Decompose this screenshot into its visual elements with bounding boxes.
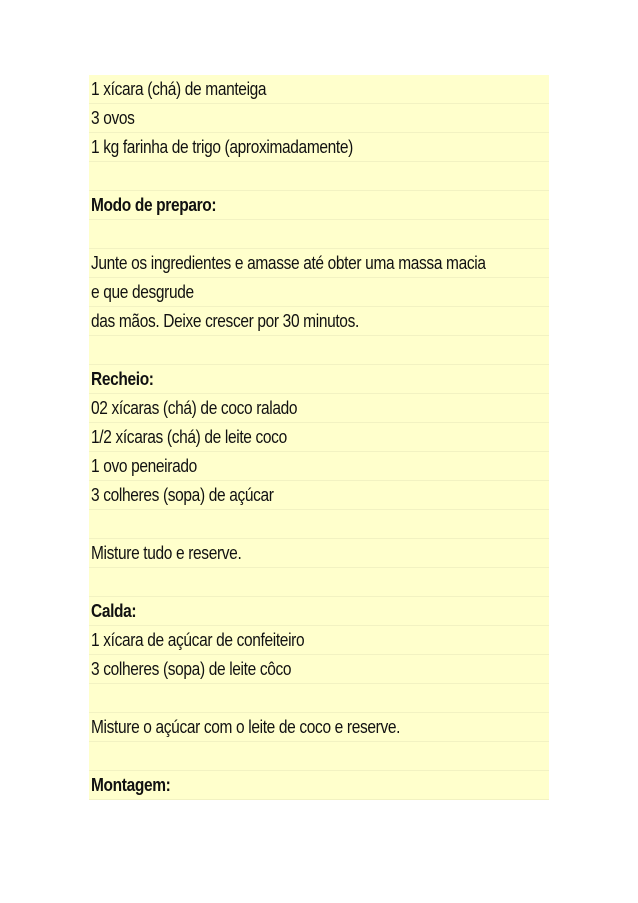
recheio-item: 1/2 xícaras (chá) de leite coco [91, 427, 287, 447]
recheio-item: 1 ovo peneirado [91, 456, 197, 476]
preparo-text-line: e que desgrude [91, 282, 194, 302]
blank-line [89, 684, 549, 713]
blank-line [89, 336, 549, 365]
blank-line [89, 510, 549, 539]
section-heading-montagem: Montagem: [91, 775, 171, 795]
calda-item: 1 xícara de açúcar de confeiteiro [91, 630, 305, 650]
blank-line [89, 162, 549, 191]
ingredient-line: 1 xícara (chá) de manteiga [91, 79, 267, 99]
calda-item: 3 colheres (sopa) de leite côco [91, 659, 292, 679]
preparo-text-line: das mãos. Deixe crescer por 30 minutos. [91, 311, 359, 331]
ingredient-line: 1 kg farinha de trigo (aproximadamente) [91, 137, 353, 157]
section-heading-recheio: Recheio: [91, 369, 154, 389]
section-heading-preparo: Modo de preparo: [91, 195, 217, 215]
blank-line [89, 742, 549, 771]
preparo-text-line: Junte os ingredientes e amasse até obter uma massa macia [91, 253, 486, 273]
recheio-item: 3 colheres (sopa) de açúcar [91, 485, 274, 505]
section-heading-calda: Calda: [91, 601, 137, 621]
blank-line [89, 568, 549, 597]
recipe-text-block [89, 75, 549, 800]
calda-note: Misture o açúcar com o leite de coco e reserve. [91, 717, 401, 737]
ingredient-line: 3 ovos [91, 108, 135, 128]
recheio-note: Misture tudo e reserve. [91, 543, 242, 563]
recheio-item: 02 xícaras (chá) de coco ralado [91, 398, 298, 418]
blank-line [89, 220, 549, 249]
